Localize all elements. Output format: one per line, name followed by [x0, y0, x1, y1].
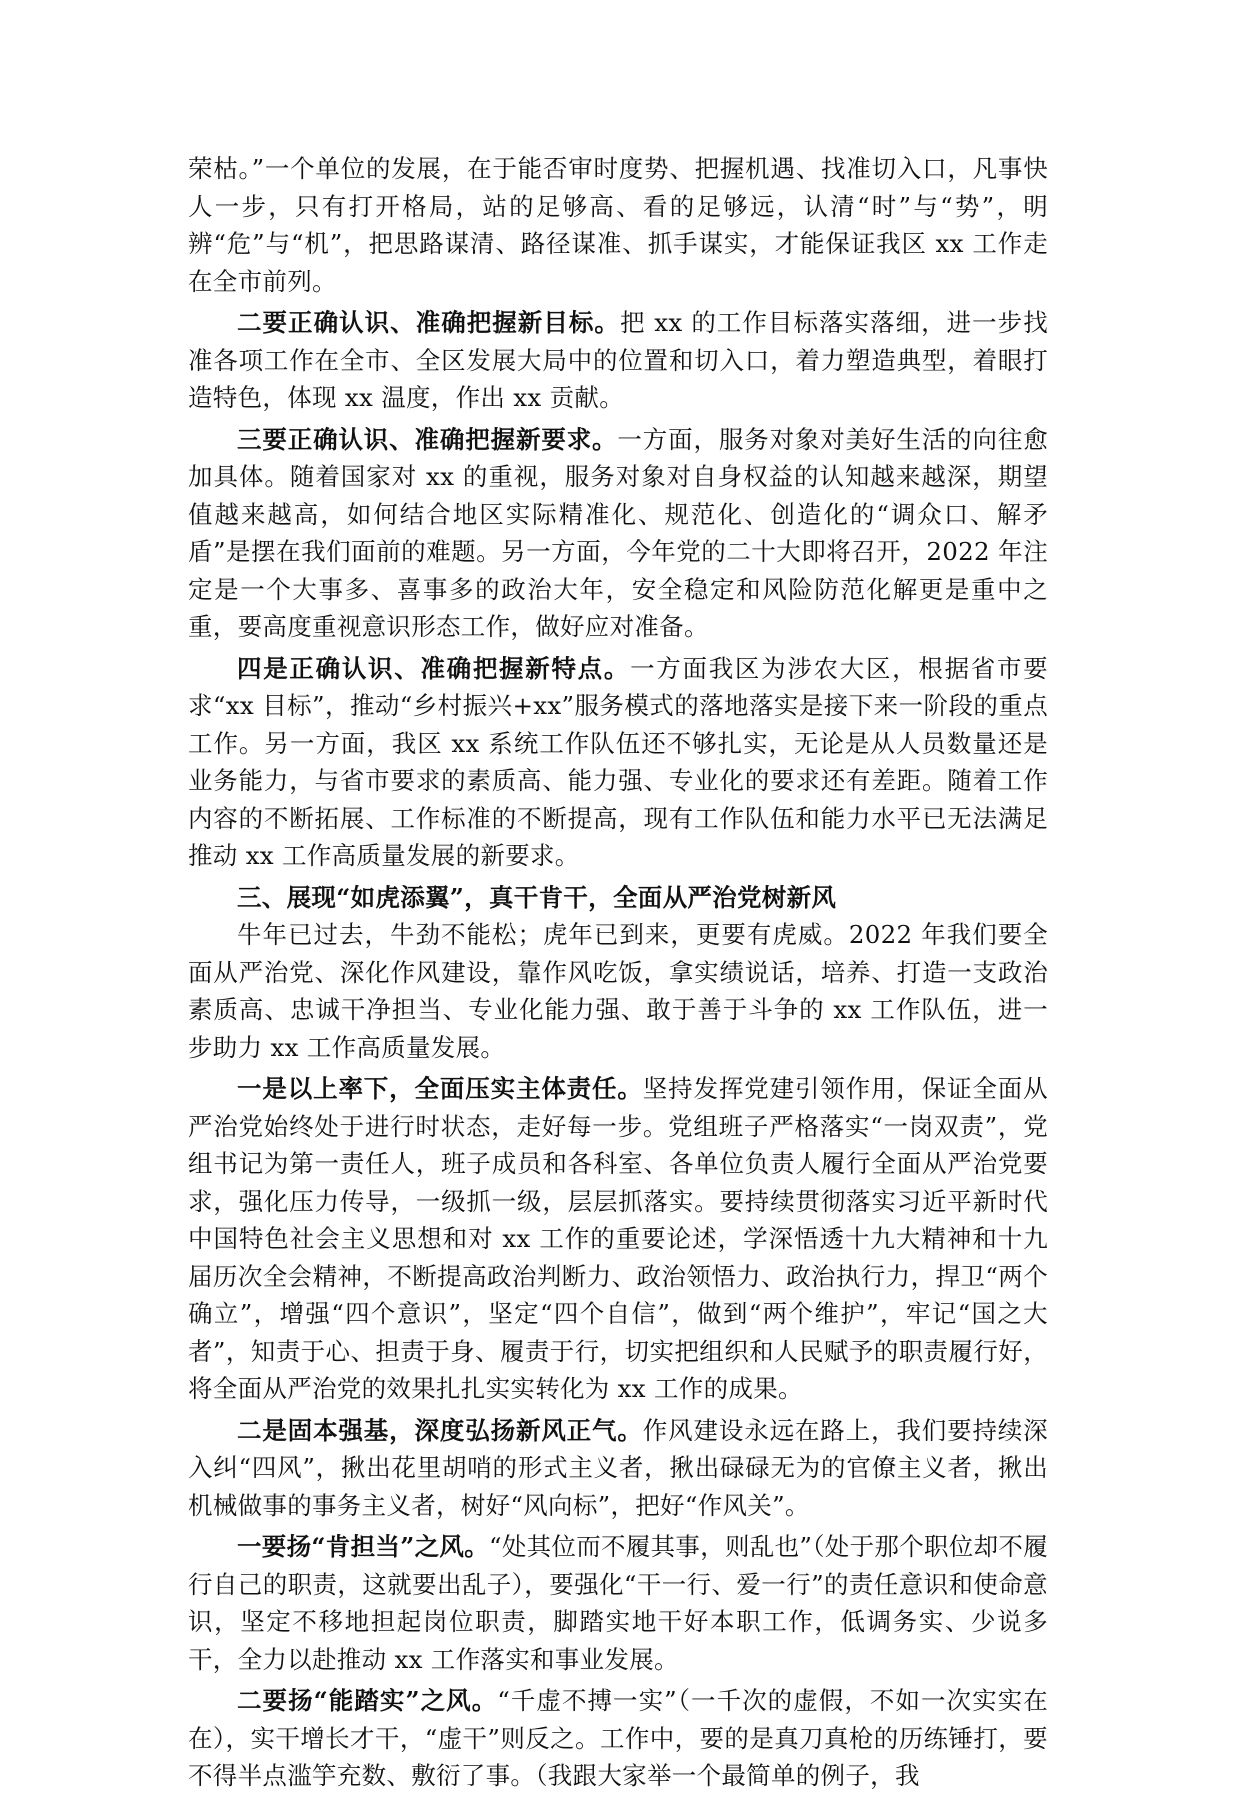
paragraph-text: 牛年已过去，牛劲不能松；虎年已到来，更要有虎威。2022 年我们要全面从严治党、深化作风建设，靠作风吃饭，拿实绩说话，培养、打造一支政治素质高、忠诚干净担当、专业化能力强、敢于善于斗争的 xx 工作队伍，进一步助力 xx 工作高质量发展。 — [188, 920, 1048, 1062]
document-body — [188, 150, 1048, 1795]
paragraph-text: 作风建设永远在路上，我们要持续深入纠“四风”，揪出花里胡哨的形式主义者，揪出碌碌无为的官僚主义者，揪出机械做事的事务主义者，树好“风向标”，把好“作风关”。 — [188, 1415, 1048, 1520]
paragraph-new-goal — [188, 304, 1048, 417]
paragraph-lead: 四是正确认识、准确把握新特点。 — [237, 653, 631, 683]
paragraph-text: “千虚不搏一实”（一千次的虚假，不如一次实实在在），实干增长才干，“虚干”则反之。工作中，要的是真刀真枪的历练锤打，要不得半点滥竽充数、敷衍了事。（我跟大家举一个最简单的例子，我 — [188, 1686, 1049, 1790]
paragraph-section-intro — [188, 916, 1048, 1066]
paragraph-lead: 一要扬“肯担当”之风。 — [237, 1532, 489, 1561]
paragraph-continuation — [188, 150, 1048, 300]
paragraph-text: 把 xx 的工作目标落实落细，进一步找准各项工作在全市、全区发展大局中的位置和切入口，着力塑造典型，着眼打造特色，体现 xx 温度，作出 xx 贡献。 — [188, 308, 1048, 412]
paragraph-new-requirement — [188, 421, 1048, 646]
paragraph-lead: 二是固本强基，深度弘扬新风正气。 — [237, 1415, 643, 1445]
paragraph-text: 荣枯。”一个单位的发展，在于能否审时度势、把握机遇、找准切入口，凡事快人一步，只有打开格局，站的足够高、看的足够远，认清“时”与“势”，明辨“危”与“机”，把思路谋清、路径谋准、抓手谋实，才能保证我区 xx 工作走在全市前列。 — [188, 154, 1048, 296]
section-heading — [188, 879, 1048, 917]
paragraph-text: 一方面我区为涉农大区，根据省市要求“xx 目标”，推动“乡村振兴+xx”服务模式的落地落实是接下来一阶段的重点工作。另一方面，我区 xx 系统工作队伍还不够扎实，无论是从人员数量还是业务能力，与省市要求的素质高、能力强、专业化的要求还有差距。随着工作内容的不断拓展、工作标准的不断提高，现有工作队伍和能力水平已无法满足推动 xx 工作高质量发展的新要求。 — [188, 653, 1048, 870]
paragraph-text: 一方面，服务对象对美好生活的向往愈加具体。随着国家对 xx 的重视，服务对象对自身权益的认知越来越深，期望值越来越高，如何结合地区实际精准化、规范化、创造化的“调众口、解矛盾”是摆在我们面前的难题。另一方面，今年党的二十大即将召开，2022 年注定是一个大事多、喜事多的政治大年，安全稳定和风险防范化解更是重中之重，要高度重视意识形态工作，做好应对准备。 — [188, 424, 1048, 641]
paragraph-new-feature — [188, 650, 1048, 875]
paragraph-responsibility — [188, 1070, 1048, 1408]
paragraph-be-practical — [188, 1682, 1048, 1795]
section-heading-text: 三、展现“如虎添翼”，真干肯干，全面从严治党树新风 — [237, 882, 837, 912]
paragraph-new-style — [188, 1412, 1048, 1525]
paragraph-text: “处其位而不履其事，则乱也”（处于那个职位却不履行自己的职责，这就要出乱子），要强化“干一行、爱一行”的责任意识和使命意识，坚定不移地担起岗位职责，脚踏实地干好本职工作，低调务实、少说多干，全力以赴推动 xx 工作落实和事业发展。 — [188, 1532, 1049, 1674]
paragraph-lead: 二要正确认识、准确把握新目标。 — [237, 308, 620, 337]
paragraph-lead: 一是以上率下，全面压实主体责任。 — [237, 1074, 643, 1103]
paragraph-lead: 三要正确认识、准确把握新要求。 — [237, 424, 618, 454]
paragraph-take-responsibility — [188, 1528, 1048, 1678]
paragraph-lead: 二要扬“能踏实”之风。 — [237, 1686, 498, 1715]
paragraph-text: 坚持发挥党建引领作用，保证全面从严治党始终处于进行时状态，走好每一步。党组班子严格落实“一岗双责”，党组书记为第一责任人，班子成员和各科室、各单位负责人履行全面从严治党要求，强化压力传导，一级抓一级，层层抓落实。要持续贯彻落实习近平新时代中国特色社会主义思想和对 xx 工作的重要论述，学深悟透十九大精神和十九届历次全会精神，不断提高政治判断力、政治领悟力、政治执行力，捍卫“两个确立”，增强“四个意识”，坚定“四个自信”，做到“两个维护”，牢记“国之大者”，知责于心、担责于身、履责于行，切实把组织和人民赋予的职责履行好，将全面从严治党的效果扎扎实实转化为 xx 工作的成果。 — [188, 1074, 1048, 1403]
